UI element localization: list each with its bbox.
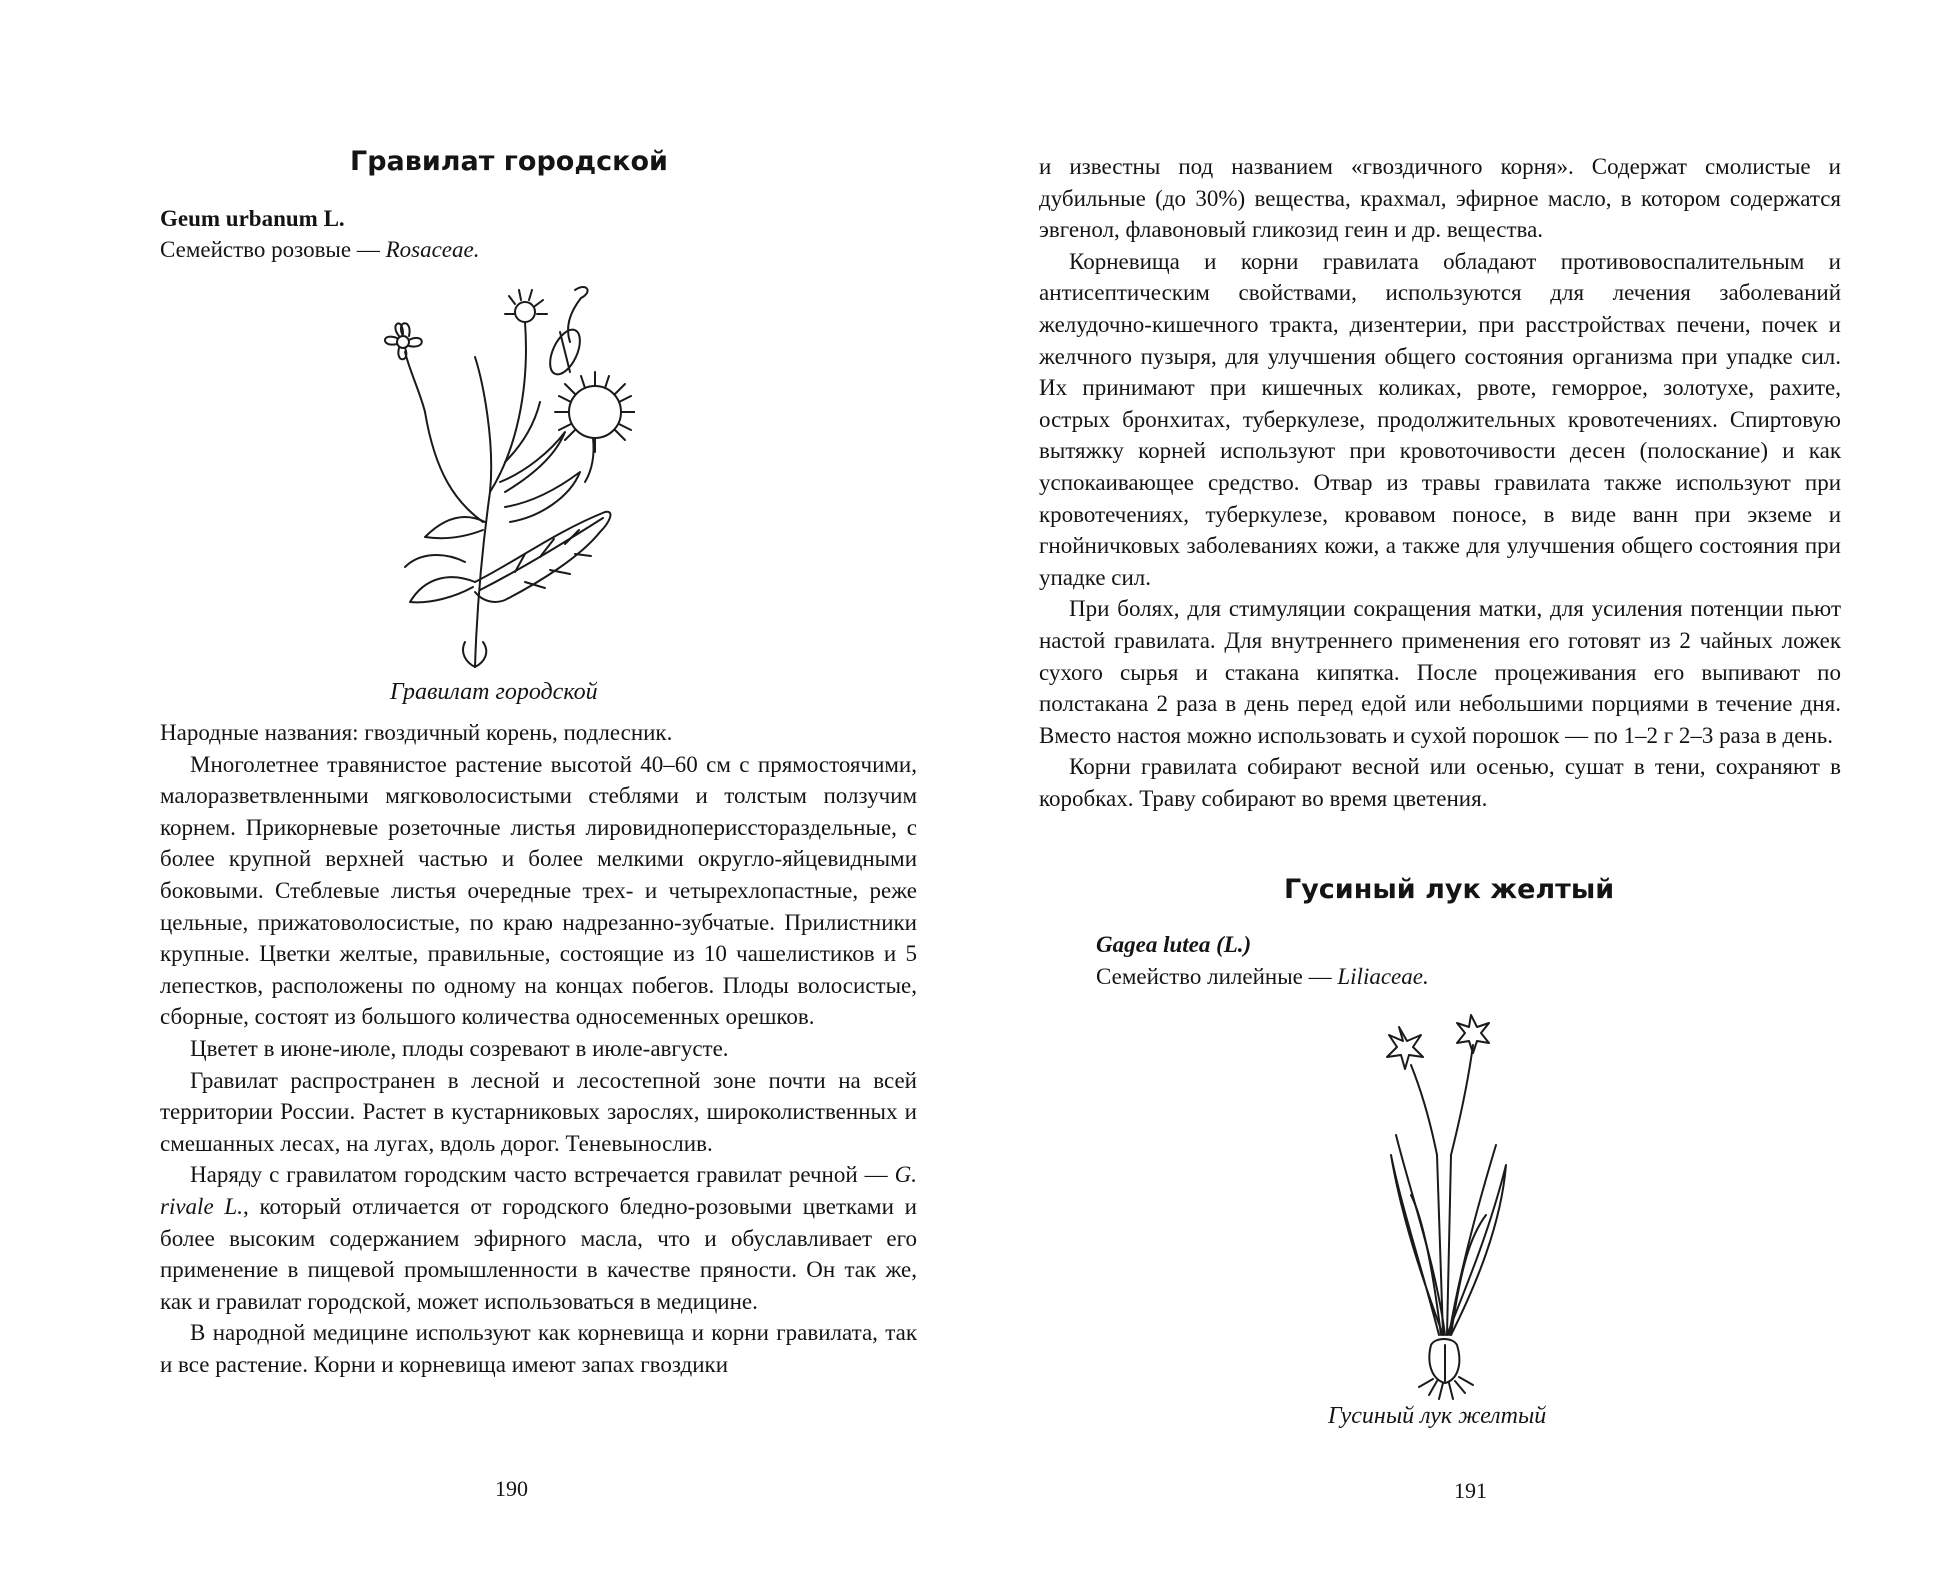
family-label: Семейство розовые — bbox=[160, 237, 386, 262]
paragraph-rivale: Наряду с гравилатом городским часто встречается гравилат речной — G. rivale L., который отличается от городского бледно-розовыми цветками и более высоким содержанием эфирного масла, что и обуславливает его применение в пищевой промышленности в качестве пряности. Он так же, как и гравилат городской, может использоваться в медицине. bbox=[160, 1162, 917, 1314]
family-latin: Rosaceae. bbox=[385, 237, 480, 262]
geum-plant-illustration bbox=[365, 282, 635, 668]
page-number-right: 191 bbox=[1454, 1478, 1487, 1503]
gagea-plant-illustration bbox=[1361, 1005, 1541, 1400]
paragraph: Гравилат распространен в лесной и лесостепной зоне почти на всей территории России. Растет в кустарниковых зарослях, широколиственных и смешанных лесах, на лугах, вдоль дорог. Теневынослив. bbox=[160, 1067, 917, 1156]
article-title-geum: Гравилат городской bbox=[350, 146, 668, 177]
family-label: Семейство лилейные — bbox=[1096, 964, 1338, 989]
family-gagea bbox=[1096, 964, 1429, 990]
family-latin: Liliaceae. bbox=[1337, 964, 1429, 989]
figure-caption-geum: Гравилат городской bbox=[390, 679, 598, 705]
paragraph: Корневища и корни гравилата обладают противовоспалительным и антисептическим свойствами, используются для лечения заболеваний желудочно-кишечного тракта, дизентерии, при расстройствах печени, почек и желчного пузыря, для улучшения общего состояния организма при упадке сил. Их принимают при кишечных коликах, рвоте, геморрое, золотухе, рахите, острых бронхитах, туберкулезе, продолжительных кровотечениях. Спиртовую вытяжку корней используют при кровоточивости десен (полоскание) и как успокаивающее средство. Отвар из травы гравилата также используют при кровотечениях, туберкулезе, кровавом поносе, в виде ванн при экземе и гнойничковых заболеваниях кожи, а также для улучшения общего состояния при упадке сил. bbox=[1039, 248, 1841, 590]
latin-rivale: G. rivale L. bbox=[160, 1162, 917, 1219]
right-page bbox=[971, 0, 1942, 1577]
paragraph: Корни гравилата собирают весной или осенью, сушат в тени, сохраняют в коробках. Траву собирают во время цветения. bbox=[1039, 754, 1841, 811]
page-number-left: 190 bbox=[495, 1476, 528, 1501]
paragraph: В народной медицине используют как корневища и корни гравилата, так и все растение. Корни и корневища имеют запах гвоздики bbox=[160, 1320, 917, 1377]
paragraph: и известны под названием «гвоздичного корня». Содержат смолистые и дубильные (до 30%) вещества, крахмал, эфирное масло, в котором содержатся эвгенол, флавоновый гликозид геин и др. вещества. bbox=[1039, 154, 1841, 243]
article-title-gagea: Гусиный лук желтый bbox=[1284, 874, 1615, 905]
left-body-text bbox=[160, 717, 917, 1380]
paragraph: При болях, для стимуляции сокращения матки, для усиления потенции пьют настой гравилата. Для внутреннего применения его готовят из 2 чайных ложек сухого сырья и стакана кипятка. После процеживания его выпивают по полстакана 2 раза в день перед едой или небольшими порциями в течение дня. Вместо настоя можно использовать и сухой порошок — по 1–2 г 2–3 раза в день. bbox=[1039, 596, 1841, 748]
figure-caption-gagea: Гусиный лук желтый bbox=[1328, 1403, 1547, 1429]
family-geum bbox=[160, 237, 479, 263]
latin-name-gagea: Gagea lutea (L.) bbox=[1096, 932, 1252, 957]
paragraph: Народные названия: гвоздичный корень, подлесник. bbox=[160, 720, 673, 745]
latin-name-geum: Geum urbanum L. bbox=[160, 206, 345, 231]
paragraph: Многолетнее травянистое растение высотой 40–60 см с прямостоячими, малоразветвленными мягковолосистыми стеблями и толстым ползучим корнем. Прикорневые розеточные листья лировиднопериссторaздельные, с более крупной верхней частью и более мелкими округло-яйцевидными боковыми. Стеблевые листья очередные трех- и четырехлопастные, реже цельные, прижатоволосистые, по краю надрезанно-зубчатые. Прилистники крупные. Цветки желтые, правильные, состоящие из 10 чашелистиков и 5 лепестков, расположены по одному на концах побегов. Плоды волосистые, сборные, состоят из большого количества односеменных орешков. bbox=[160, 751, 917, 1030]
paragraph: Цветет в июне-июле, плоды созревают в июле-августе. bbox=[190, 1035, 729, 1061]
right-body-text bbox=[1039, 151, 1841, 814]
